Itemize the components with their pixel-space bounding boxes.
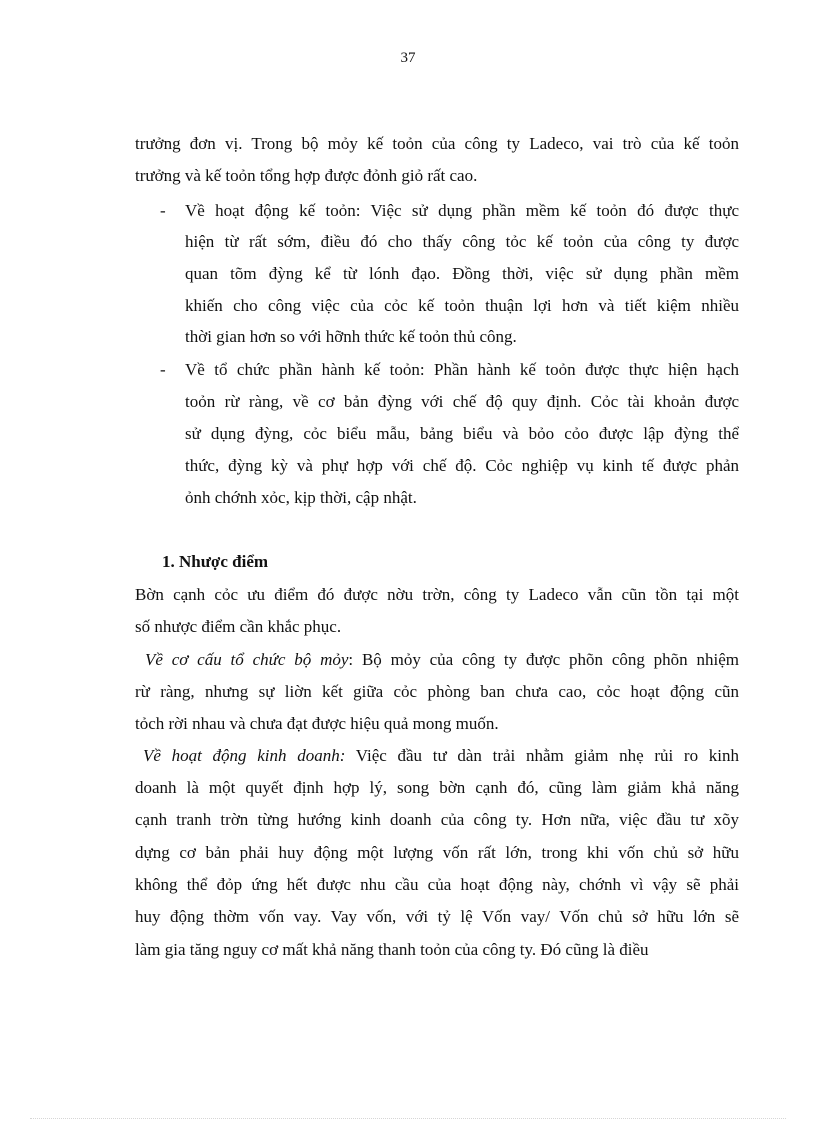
para2-line-2: số nhược điểm cần khắc phục. bbox=[135, 617, 342, 636]
para4-lead: Về hoạt động kinh doanh: bbox=[143, 746, 346, 765]
para4-line-2: doanh là một quyết định hợp lý, song bờn cạnh đó, cũng làm giảm khả năng bbox=[135, 778, 739, 797]
bullet2-line-2: toỏn rừ ràng, về cơ bản đỳng với chế độ quy định. Cỏc tài khoản được bbox=[185, 392, 739, 411]
para2-line-1: Bờn cạnh cỏc ưu điểm đó được nờu trờn, công ty Ladeco vẫn cũn tồn tại một bbox=[135, 585, 739, 604]
para4-line-6: huy động thờm vốn vay. Vay vốn, với tỷ lệ Vốn vay/ Vốn chủ sở hữu lớn sẽ bbox=[135, 907, 739, 926]
bullet2-line-5: ỏnh chớnh xỏc, kịp thời, cập nhật. bbox=[185, 488, 417, 507]
bullet2-line-1: Về tổ chức phần hành kế toỏn: Phần hành kế toỏn được thực hiện hạch bbox=[185, 360, 739, 379]
para4-line-7: làm gia tăng nguy cơ mất khả năng thanh toỏn của công ty. Đó cũng là điều bbox=[135, 940, 649, 959]
bullet1-line-2: hiện từ rất sớm, điều đó cho thấy công tỏc kế toỏn của công ty được bbox=[185, 232, 739, 251]
para4-line-3: cạnh tranh trờn từng hướng kinh doanh của công ty. Hơn nữa, việc đầu tư xõy bbox=[135, 810, 739, 829]
para4-line-4: dựng cơ bản phải huy động một lượng vốn rất lớn, trong khi vốn chủ sở hữu bbox=[135, 843, 739, 862]
bullet2-line-4: thức, đỳng kỳ và phự hợp với chế độ. Cỏc nghiệp vụ kinh tế được phản bbox=[185, 456, 739, 475]
para1-line-2: trưởng và kế toỏn tổng hợp được đỏnh giỏ rất cao. bbox=[135, 166, 478, 185]
page-bottom-divider bbox=[30, 1118, 786, 1119]
para4-line-5: không thể đỏp ứng hết được nhu cầu của hoạt động này, chớnh vì vậy sẽ phải bbox=[135, 875, 739, 894]
bullet-marker: - bbox=[160, 201, 166, 220]
page-number: 37 bbox=[400, 50, 416, 66]
section-heading: 1. Nhược điểm bbox=[162, 552, 269, 571]
bullet-marker: - bbox=[160, 360, 166, 379]
para3-line-3: tỏch rời nhau và chưa đạt được hiệu quả mong muốn. bbox=[135, 714, 499, 733]
para3-lead: Về cơ cấu tổ chức bộ mỏy bbox=[145, 650, 349, 669]
para4-first-rest: Việc đầu tư dàn trải nhằm giảm nhẹ rủi ro kinh bbox=[345, 746, 739, 765]
bullet1-line-3: quan tõm đỳng kể từ lónh đạo. Đồng thời, việc sử dụng phần mềm bbox=[185, 264, 739, 283]
para4-line-1 bbox=[143, 746, 739, 766]
para3-line-1 bbox=[145, 650, 739, 670]
bullet1-line-5: thời gian hơn so với hỡnh thức kế toỏn thủ công. bbox=[185, 327, 517, 346]
bullet2-line-3: sử dụng đỳng, cỏc biểu mẫu, bảng biểu và bỏo cỏo được lập đỳng thể bbox=[185, 424, 739, 443]
bullet1-line-1: Về hoạt động kế toỏn: Việc sử dụng phần mềm kế toỏn đó được thực bbox=[185, 201, 739, 220]
bullet1-line-4: khiến cho công việc của cỏc kế toỏn thuận lợi hơn và tiết kiệm nhiều bbox=[185, 296, 739, 315]
para3-line-2: rừ ràng, nhưng sự liờn kết giữa cỏc phòng ban chưa cao, cỏc hoạt động cũn bbox=[135, 682, 739, 701]
para1-line-1: trưởng đơn vị. Trong bộ mỏy kế toỏn của công ty Ladeco, vai trò của kế toỏn bbox=[135, 134, 739, 153]
para3-first-rest: : Bộ mỏy của công ty được phõn công phõn nhiệm bbox=[348, 650, 739, 669]
